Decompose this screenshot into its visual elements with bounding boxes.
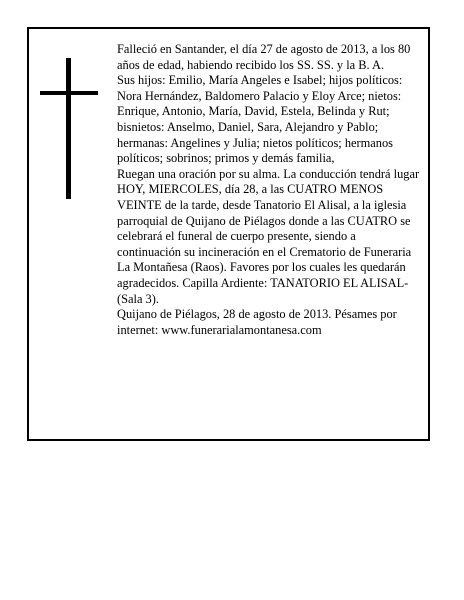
- funeral-details-paragraph: Ruegan una oración por su alma. La conducción tendrá lugar HOY, MIERCOLES, día 28, a las CUATRO MENOS VEINTE de la tarde, desde Tanatorio El Alisal, a la iglesia parroquial de Quijano de Piélagos donde a las CUATRO se celebrará el funeral de cuerpo presente, siendo a continuación su incineración en el Crematorio de Funeraria La Montañesa (Raos). Favores por los cuales les quedarán agradecidos. Capilla Ardiente: TANATORIO EL ALISAL-(Sala 3).: [117, 166, 420, 306]
- obituary-notice: [27, 27, 430, 441]
- family-paragraph: Sus hijos: Emilio, María Angeles e Isabel; hijos políticos: Nora Hernández, Baldomero Palacio y Eloy Arce; nietos: Enrique, Antonio, María, David, Estela, Belinda y Rut; bisnietos: Anselmo, Daniel, Sara, Alejandro y Pablo; hermanas: Angelines y Julia; nietos políticos; hermanos políticos; sobrinos; primos y demás familia,: [117, 73, 403, 166]
- death-announcement-paragraph: Falleció en Santander, el día 27 de agosto de 2013, a los 80 años de edad, habiendo recibido los SS. SS. y la B. A.: [117, 42, 411, 72]
- latin-cross-icon: [40, 58, 98, 199]
- cross-horizontal-beam: [40, 91, 98, 95]
- cross-vertical-beam: [66, 58, 71, 199]
- place-date-paragraph: Quijano de Piélagos, 28 de agosto de 2013. Pésames por internet: www.funerarialamontanesa.com: [117, 307, 397, 337]
- notice-text: [117, 42, 421, 338]
